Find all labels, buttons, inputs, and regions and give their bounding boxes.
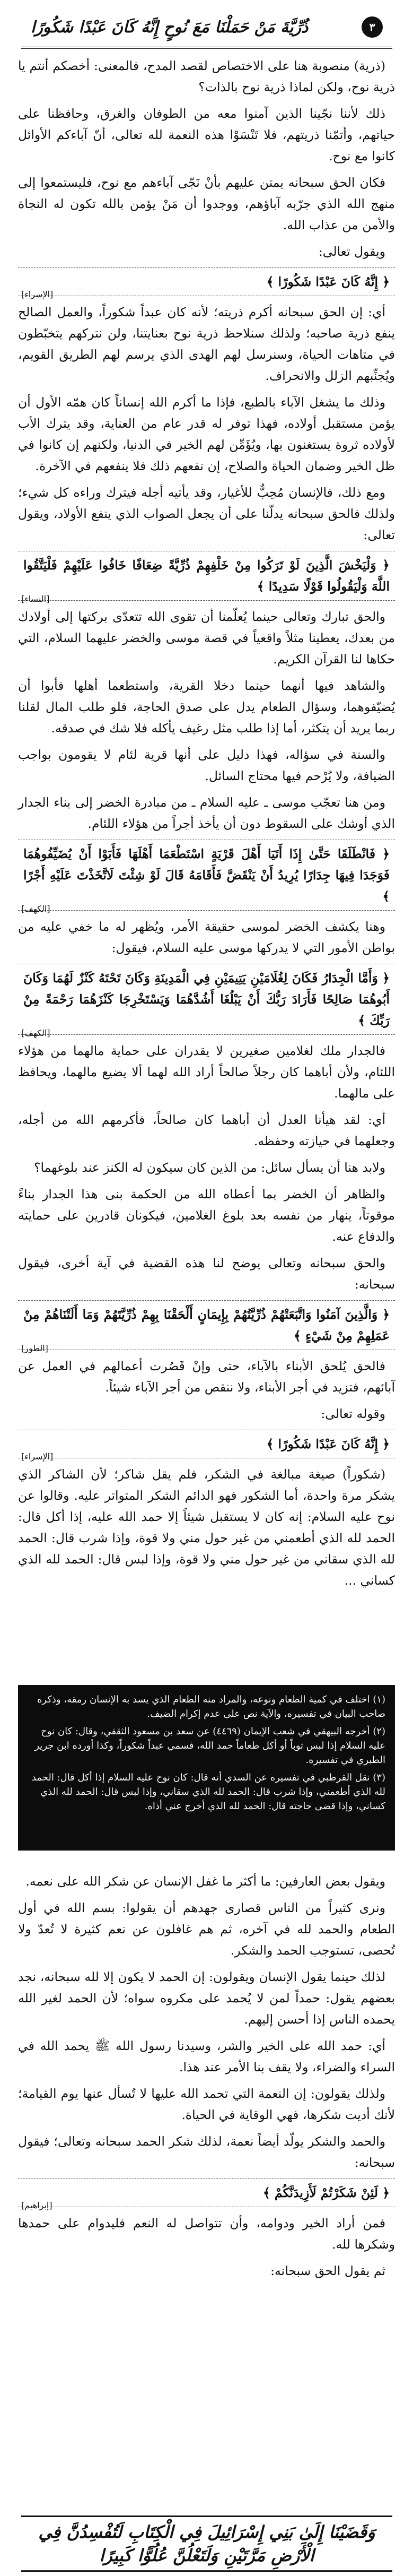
paragraph: أي: إن الحق سبحانه أكرم ذريته؛ لأنه كان عبداً شكوراً، والعمل الصالح ينفع ذرية صاحبه؛ ولذلك سنلاحظ ذرية نوح بعنايتنا، ولن نتركهم يتخبّطون في متاهات الحياة، وسنرسل لهم الهدى الذي يرسم لهم الطريق القويم، ويُجنِّبهم الزلل والانحراف. (18, 305, 395, 383)
paragraph: (شكوراً) صيغة مبالغة في الشكر، فلم يقل شاكر؛ لأن الشاكر الذي يشكر مرة واحدة، أما الشكور فهو الدائم الشكر المتواتر عليه. وقالوا عن نوح عليه السلام: إنه كان لا يستقبل شيئاً إلا حمد الله عليه، إذا أكل قال: الحمد لله الذي أطعمني من غير حول مني ولا قوة، وإذا شرب قال: الحمد لله الذي سقاني من غير حول مني ولا قوة، وإذا لبس قال: الحمد لله الذي كساني ... (18, 1467, 395, 1588)
paragraph: ولابد هنا أن يسأل سائل: من الذين كان سيكون له الكنز عند بلوغهما؟ (34, 1160, 385, 1175)
verse-text: ﴿ إِنَّهُ كَانَ عَبْدًا شَكُورًا ﴾ (266, 274, 390, 289)
paragraph: لذلك حينما يقول الإنسان ويقولون: إن الحمد لا يكون إلا لله سبحانه، نجد بعضهم يقول: حمداً لمن لا يُحمد على مكروه سواه؛ لأن الحمد لغير الله يحمده الناس إذا أحسن إليهم. (18, 1969, 395, 2027)
verse-ref: [الإسراء] (21, 289, 54, 299)
verse-ref: [النساء] (21, 594, 50, 604)
page-title: ذُرِّيَّةَ مَنْ حَمَلْنَا مَعَ نُوحٍ إِنَّهُ كَانَ عَبْدًا شَكُورًا (31, 18, 309, 37)
paragraph: والظاهر أن الخضر بما أعطاه الله من الحكمة بنى هذا الجدار بناءً موقوتاً، ينهار من نفسه بعد بلوغ الغلامين، فيكونان قادرين على حمايته والدفاع عنه. (18, 1187, 395, 1244)
paragraph: والحمد والشكر يولّد أيضاً نعمة، لذلك شكر الحمد سبحانه وتعالى؛ فيقول سبحانه: (18, 2134, 395, 2170)
paragraph: والحق تبارك وتعالى حينما يُعلّمنا أن تقوى الله تتعدّى بركتها إلى أولادك من بعدك، يعطينا مثلاً واقعياً في قصة موسى والخضر عليهما السلام، التي حكاها لنا القرآن الكريم. (18, 609, 395, 667)
footnote: (٢) أخرجه البيهقي في شعب الإيمان (٤٤٦٩) عن سعد بن مسعود الثقفي، وقال: كان نوح عليه السلام إذا لبس ثوباً أو أكل طعاماً حمد الله، فسمي عبداً شكوراً، وكذا أورده ابن جرير الطبري في تفسيره. (34, 1726, 385, 1766)
paragraph: والشاهد فيها أنهما حينما دخلا القرية، واستطعما أهلها فأبوا أن يُضيّفوهما، وسؤال الطعام يدل على صدق الحاجة، فلو طلب المال لقلنا ربما يريد أن يتكثر، أما إذا طلب مثل رغيف يأكله فلا شك في صدقه. (18, 678, 395, 736)
quran-verse (18, 1300, 395, 1353)
main-text (18, 55, 395, 1596)
paragraph: أي: حمد الله على الخير والشر، وسيدنا رسول الله ﷺ يحمد الله في السراء والضراء، ولا يقف بنا الأمر عند هذا. (18, 2038, 395, 2074)
verse-text: ﴿ فَانْطَلَقَا حَتَّىٰ إِذَا أَتَيَا أَهْلَ قَرْيَةٍ اسْتَطْعَمَا أَهْلَهَا فَأَبَوْا أَنْ يُضَيِّفُوهُمَا فَوَجَدَا فِيهَا جِدَارًا يُرِيدُ أَنْ يَنْقَضَّ فَأَقَامَهُ قَالَ لَوْ شِئْتَ لَاتَّخَذْتَ عَلَيْهِ أَجْرًا ﴾ (23, 846, 390, 904)
verse-text: ﴿ وَأَمَّا الْجِدَارُ فَكَانَ لِغُلَامَيْنِ يَتِيمَيْنِ فِي الْمَدِينَةِ وَكَانَ تَحْتَهُ كَنْزٌ لَهُمَا وَكَانَ أَبُوهُمَا صَالِحًا فَأَرَادَ رَبُّكَ أَنْ يَبْلُغَا أَشُدَّهُمَا وَيَسْتَخْرِجَا كَنْزَهُمَا رَحْمَةً مِنْ رَبِّكَ ﴾ (23, 971, 390, 1028)
paragraph: فكان الحق سبحانه يمتن عليهم بأنْ نَجّى آباءهم مع نوح، فليستمعوا إلى منهج الله الذي جرّبه آباؤهم، ووجدوا أن مَنْ يؤمن بالله تكون له النجاة والأمن من عذاب الله. (18, 175, 395, 232)
footnote: (١) اختلف في كمية الطعام ونوعه، والمراد منه الطعام الذي يسد به الإنسان رمقه، وذكره صاحب البيان في تفسيره، والآية نص على عدم إكرام الضيف. (37, 1694, 385, 1719)
paragraph: وذلك ما يشغل الآباء بالطبع، فإذا ما أكرم الله إنساناً كان همّه الأول أن يؤمن مستقبل أولاده، فهذا توفر له قدر عام من العناية، وقد يترك الأب لأولاده ثروة يستغنون بها، ويُؤَمِّن لهم الخير في الدنيا، ولكنهم إن كانوا في ظل الخير وضمان الحياة والصلاح، إن نفعهم ذلك فلا ينفعهم في الآخرة. (18, 395, 395, 473)
paragraph: وقوله تعالى: (321, 1406, 385, 1421)
quran-verse (18, 1430, 395, 1462)
paragraph: فمن أراد الخير ودوامه، وأن تتواصل له النعم فليدوام على حمدها وشكرها لله. (18, 2216, 395, 2252)
quran-verse (18, 551, 395, 604)
quran-verse (18, 840, 395, 914)
paragraph: وهنا يكشف الخضر لموسى حقيقة الأمر، ويُظهر له ما خفي عليه من بواطن الأمور التي لا يدركها موسى عليه السلام، فيقول: (18, 919, 395, 955)
footnote: (٣) نقل القرطبي في تفسيره عن السدي أنه قال: كان نوح عليه السلام إذا أكل قال: الحمد لله الذي أطعمني، وإذا شرب قال: الحمد لله الذي سقاني، وإذا لبس قال: الحمد لله الذي كساني، وإذا قضى حاجته قال: الحمد لله الذي أخرج عني أذاه. (31, 1772, 385, 1812)
paragraph: ومن هنا تعجّب موسى ـ عليه السلام ـ من مبادرة الخضر إلى بناء الجدار الذي أوشك على السقوط دون أن يأخذ أجراً من هؤلاء اللئام. (18, 795, 395, 831)
verse-text: ﴿ وَلْيَخْشَ الَّذِينَ لَوْ تَرَكُوا مِنْ خَلْفِهِمْ ذُرِّيَّةً ضِعَافًا خَافُوا عَلَيْهِمْ فَلْيَتَّقُوا اللَّهَ وَلْيَقُولُوا قَوْلًا سَدِيدًا ﴾ (23, 558, 390, 594)
lower-text (18, 1871, 395, 2287)
verse-text: ﴿ وَالَّذِينَ آمَنُوا وَاتَّبَعَتْهُمْ ذُرِّيَّتُهُمْ بِإِيمَانٍ أَلْحَقْنَا بِهِمْ ذُرِّيَّتَهُمْ وَمَا أَلَتْنَاهُمْ مِنْ عَمَلِهِمْ مِنْ شَيْءٍ ﴾ (23, 1307, 390, 1343)
paragraph: ومع ذلك، فالإنسان مُحِبٌّ للأغيار، وقد يأتيه أجله فيترك وراءه كل شيء؛ ولذلك فالحق سبحانه يدلّنا على أن يجعل الصواب الذي ينفع الأولاد، ويقول تعالى: (18, 485, 395, 542)
verse-ref: [الإسراء] (21, 1451, 54, 1462)
paragraph: ويقول بعض العارفين: ما أكثر ما غفل الإنسان عن شكر الله على نعمه. (25, 1874, 385, 1889)
quran-verse (18, 2179, 395, 2210)
paragraph: والسنة في سؤاله، فهذا دليل على أنها قرية لئام لا يقومون بواجب الضيافة، ولا يُرْحم فيها محتاج السائل. (18, 747, 395, 783)
paragraph: فالحق يُلحق الأبناء بالآباء، حتى وإنْ قَصُرت أعمالهم في العمل عن آبائهم، فتزيد في أجر الأبناء، ولا ننقص من أجر الآباء شيئاً. (18, 1359, 395, 1395)
verse-ref: [الطور] (21, 1343, 48, 1353)
paragraph: (ذرية) منصوبة هنا على الاختصاص لقصد المدح، فالمعنى: أخصكم أنتم يا ذرية نوح، ولكن لماذا ذرية نوح بالذات؟ (18, 58, 395, 94)
verse-ref: [الكهف] (21, 904, 50, 914)
page-header (21, 7, 392, 49)
verse-ref: [إبراهيم] (21, 2200, 52, 2210)
paragraph: ذلك لأننا نجّينا الذين آمنوا معه من الطوفان والغرق، وحافظنا على حياتهم، وأتمّنا ذريتهم، فلا تَنْسَوْا هذه النعمة لله تعالى، أنّ آباءكم الأوائل كانوا مع نوح. (18, 106, 395, 163)
verse-text: ﴿ إِنَّهُ كَانَ عَبْدًا شَكُورًا ﴾ (266, 1437, 390, 1451)
page-number-badge: ٣ (362, 16, 383, 38)
paragraph: أي: لقد هيأنا العدل أن أباهما كان صالحاً، فأكرمهم الله من أجله، وجعلهما في حيازته وحفظه. (18, 1112, 395, 1148)
footer-verse-text: وَقَضَيْنَا إِلَىٰ بَنِي إِسْرَائِيلَ فِي الْكِتَابِ لَتُفْسِدُنَّ فِي الْأَرْضِ مَرَّتَيْنِ وَلَتَعْلُنَّ عُلُوًّا كَبِيرًا (38, 2522, 375, 2565)
paragraph: فالجدار ملك لغلامين صغيرين لا يقدران على حماية مالهما من هؤلاء اللئام، ولأن أباهما كان رجلاً صالحاً أراد الله لهما ألا يضيع مالهما، ويحافظ على مالهما. (18, 1043, 395, 1101)
paragraph: ثم يقول الحق سبحانه: (270, 2263, 385, 2278)
footnotes-block (18, 1685, 395, 1851)
paragraph: ولذلك يقولون: إن النعمة التي تحمد الله عليها لا تُسأل عنها يوم القيامة؛ لأنك أديت شكرها، فهي الوقاية في الحياة. (18, 2086, 395, 2122)
quran-verse (18, 964, 395, 1038)
paragraph: ونرى كثيراً من الناس قصارى جهدهم أن يقولوا: بسم الله في أول الطعام والحمد لله في آخره، ثم هم غافلون عن نعم كثيرة لا تُعدّ ولا تُحصى، تستوجب الحمد والشكر. (18, 1900, 395, 1958)
verse-text: ﴿ لَئِنْ شَكَرْتُمْ لَأَزِيدَنَّكُمْ ﴾ (262, 2185, 390, 2200)
quran-verse (18, 267, 395, 299)
paragraph: والحق سبحانه وتعالى يوضح لنا هذه القضية في آية أخرى، فيقول سبحانه: (18, 1256, 395, 1292)
paragraph: ويقول تعالى: (318, 244, 385, 259)
footer-verse-banner (21, 2516, 392, 2572)
verse-ref: [الكهف] (21, 1028, 50, 1038)
